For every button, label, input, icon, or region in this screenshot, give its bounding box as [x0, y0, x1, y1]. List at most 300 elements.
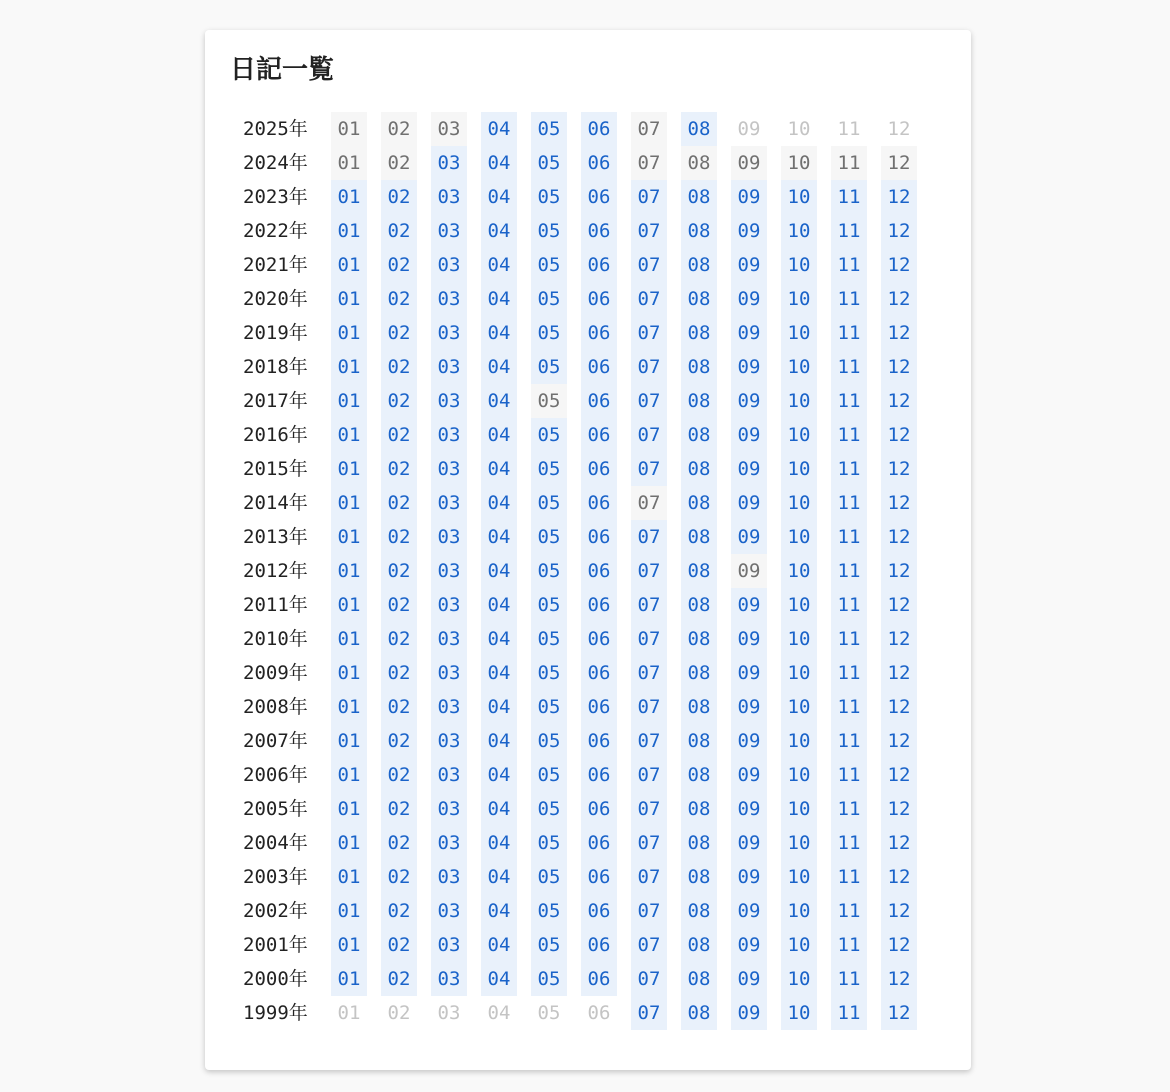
month-link[interactable]: 08 — [681, 826, 717, 860]
month-link[interactable]: 01 — [331, 520, 367, 554]
month-link[interactable]: 02 — [381, 384, 417, 418]
month-link[interactable]: 08 — [681, 690, 717, 724]
month-link[interactable]: 11 — [831, 928, 867, 962]
month-link[interactable]: 12 — [881, 214, 917, 248]
month-link[interactable]: 01 — [331, 180, 367, 214]
month-link[interactable]: 10 — [781, 486, 817, 520]
month-link[interactable]: 05 — [531, 656, 567, 690]
month-link[interactable]: 10 — [781, 690, 817, 724]
month-link[interactable]: 03 — [431, 826, 467, 860]
month-link[interactable]: 04 — [481, 146, 517, 180]
month-link[interactable]: 12 — [881, 350, 917, 384]
month-link[interactable]: 10 — [781, 928, 817, 962]
month-link[interactable]: 02 — [381, 826, 417, 860]
month-link[interactable]: 11 — [831, 656, 867, 690]
month-link[interactable]: 06 — [581, 656, 617, 690]
month-link[interactable]: 02 — [381, 860, 417, 894]
month-link[interactable]: 08 — [681, 928, 717, 962]
month-link[interactable]: 01 — [331, 962, 367, 996]
month-link[interactable]: 05 — [531, 758, 567, 792]
month-link[interactable]: 08 — [681, 520, 717, 554]
month-link[interactable]: 03 — [431, 214, 467, 248]
month-link[interactable]: 04 — [481, 282, 517, 316]
month-link[interactable]: 01 — [331, 486, 367, 520]
month-link[interactable]: 03 — [431, 792, 467, 826]
month-link[interactable]: 12 — [881, 452, 917, 486]
month-link[interactable]: 05 — [531, 486, 567, 520]
month-link[interactable]: 07 — [631, 350, 667, 384]
month-link[interactable]: 10 — [781, 622, 817, 656]
month-link[interactable]: 12 — [881, 180, 917, 214]
month-link[interactable]: 12 — [881, 724, 917, 758]
month-link[interactable]: 01 — [331, 384, 367, 418]
month-link[interactable]: 01 — [331, 554, 367, 588]
month-link[interactable]: 01 — [331, 656, 367, 690]
month-link[interactable]: 03 — [431, 724, 467, 758]
month-link[interactable]: 02 — [381, 622, 417, 656]
month-link[interactable]: 07 — [631, 316, 667, 350]
month-link[interactable]: 04 — [481, 826, 517, 860]
month-link[interactable]: 06 — [581, 384, 617, 418]
month-link[interactable]: 01 — [331, 248, 367, 282]
month-link[interactable]: 04 — [481, 214, 517, 248]
month-link[interactable]: 05 — [531, 452, 567, 486]
month-link[interactable]: 02 — [381, 792, 417, 826]
month-link[interactable]: 01 — [331, 894, 367, 928]
month-link[interactable]: 06 — [581, 418, 617, 452]
month-link[interactable]: 01 — [331, 690, 367, 724]
month-link[interactable]: 12 — [881, 860, 917, 894]
month-link[interactable]: 09 — [731, 622, 767, 656]
month-link[interactable]: 12 — [881, 928, 917, 962]
month-link[interactable]: 05 — [531, 962, 567, 996]
month-link[interactable]: 05 — [531, 792, 567, 826]
month-link[interactable]: 05 — [531, 690, 567, 724]
month-link[interactable]: 05 — [531, 724, 567, 758]
month-link[interactable]: 03 — [431, 622, 467, 656]
month-link[interactable]: 12 — [881, 248, 917, 282]
month-link[interactable]: 12 — [881, 384, 917, 418]
month-link[interactable]: 10 — [781, 962, 817, 996]
month-link[interactable]: 07 — [631, 826, 667, 860]
month-link[interactable]: 01 — [331, 588, 367, 622]
month-link[interactable]: 09 — [731, 214, 767, 248]
month-link[interactable]: 03 — [431, 894, 467, 928]
month-link[interactable]: 09 — [731, 962, 767, 996]
month-link[interactable]: 05 — [531, 248, 567, 282]
month-link[interactable]: 04 — [481, 758, 517, 792]
month-link[interactable]: 06 — [581, 112, 617, 146]
month-link[interactable]: 12 — [881, 588, 917, 622]
month-link[interactable]: 03 — [431, 384, 467, 418]
month-link[interactable]: 05 — [531, 826, 567, 860]
month-link[interactable]: 02 — [381, 758, 417, 792]
month-link[interactable]: 12 — [881, 962, 917, 996]
month-link[interactable]: 09 — [731, 996, 767, 1030]
month-link[interactable]: 07 — [631, 418, 667, 452]
month-link[interactable]: 03 — [431, 860, 467, 894]
month-link[interactable]: 04 — [481, 248, 517, 282]
month-link[interactable]: 04 — [481, 520, 517, 554]
month-link[interactable]: 06 — [581, 180, 617, 214]
month-link[interactable]: 12 — [881, 792, 917, 826]
month-link[interactable]: 08 — [681, 248, 717, 282]
month-link[interactable]: 11 — [831, 962, 867, 996]
month-link[interactable]: 02 — [381, 316, 417, 350]
month-link[interactable]: 07 — [631, 792, 667, 826]
month-link[interactable]: 02 — [381, 554, 417, 588]
month-link[interactable]: 06 — [581, 894, 617, 928]
month-link[interactable]: 11 — [831, 384, 867, 418]
month-link[interactable]: 01 — [331, 452, 367, 486]
month-link[interactable]: 05 — [531, 554, 567, 588]
month-link[interactable]: 09 — [731, 792, 767, 826]
month-link[interactable]: 11 — [831, 758, 867, 792]
month-link[interactable]: 03 — [431, 928, 467, 962]
month-link[interactable]: 04 — [481, 894, 517, 928]
month-link[interactable]: 06 — [581, 214, 617, 248]
month-link[interactable]: 04 — [481, 656, 517, 690]
month-link[interactable]: 06 — [581, 282, 617, 316]
month-link[interactable]: 08 — [681, 112, 717, 146]
month-link[interactable]: 07 — [631, 894, 667, 928]
month-link[interactable]: 03 — [431, 146, 467, 180]
month-link[interactable]: 03 — [431, 520, 467, 554]
month-link[interactable]: 11 — [831, 486, 867, 520]
month-link[interactable]: 01 — [331, 282, 367, 316]
month-link[interactable]: 06 — [581, 690, 617, 724]
month-link[interactable]: 10 — [781, 724, 817, 758]
month-link[interactable]: 12 — [881, 826, 917, 860]
month-link[interactable]: 08 — [681, 554, 717, 588]
month-link[interactable]: 02 — [381, 962, 417, 996]
month-link[interactable]: 02 — [381, 690, 417, 724]
month-link[interactable]: 02 — [381, 248, 417, 282]
month-link[interactable]: 07 — [631, 588, 667, 622]
month-link[interactable]: 01 — [331, 826, 367, 860]
month-link[interactable]: 06 — [581, 452, 617, 486]
month-link[interactable]: 09 — [731, 248, 767, 282]
month-link[interactable]: 05 — [531, 860, 567, 894]
month-link[interactable]: 08 — [681, 656, 717, 690]
month-link[interactable]: 12 — [881, 554, 917, 588]
month-link[interactable]: 10 — [781, 588, 817, 622]
month-link[interactable]: 11 — [831, 248, 867, 282]
month-link[interactable]: 09 — [731, 588, 767, 622]
month-link[interactable]: 08 — [681, 214, 717, 248]
month-link[interactable]: 09 — [731, 520, 767, 554]
month-link[interactable]: 04 — [481, 792, 517, 826]
month-link[interactable]: 01 — [331, 792, 367, 826]
month-link[interactable]: 02 — [381, 418, 417, 452]
month-link[interactable]: 12 — [881, 282, 917, 316]
month-link[interactable]: 08 — [681, 452, 717, 486]
month-link[interactable]: 11 — [831, 894, 867, 928]
month-link[interactable]: 04 — [481, 316, 517, 350]
month-link[interactable]: 09 — [731, 928, 767, 962]
month-link[interactable]: 11 — [831, 622, 867, 656]
month-link[interactable]: 11 — [831, 520, 867, 554]
month-link[interactable]: 09 — [731, 656, 767, 690]
month-link[interactable]: 07 — [631, 384, 667, 418]
month-link[interactable]: 10 — [781, 282, 817, 316]
month-link[interactable]: 02 — [381, 520, 417, 554]
year-label: 2018年 — [243, 356, 308, 378]
month-link[interactable]: 06 — [581, 316, 617, 350]
month-link[interactable]: 01 — [331, 214, 367, 248]
month-link[interactable]: 12 — [881, 316, 917, 350]
month-link[interactable]: 03 — [431, 656, 467, 690]
month-link[interactable]: 07 — [631, 214, 667, 248]
month-link[interactable]: 02 — [381, 214, 417, 248]
month-link[interactable]: 06 — [581, 724, 617, 758]
month-link[interactable]: 09 — [731, 282, 767, 316]
month-link[interactable]: 07 — [631, 180, 667, 214]
month-link[interactable]: 03 — [431, 554, 467, 588]
month-link[interactable]: 06 — [581, 486, 617, 520]
month-link[interactable]: 11 — [831, 690, 867, 724]
month-link[interactable]: 04 — [481, 350, 517, 384]
month-link[interactable]: 09 — [731, 758, 767, 792]
month-link[interactable]: 08 — [681, 962, 717, 996]
month-link[interactable]: 09 — [731, 690, 767, 724]
month-link[interactable]: 11 — [831, 826, 867, 860]
month-link[interactable]: 02 — [381, 928, 417, 962]
month-link[interactable]: 10 — [781, 520, 817, 554]
month-link[interactable]: 12 — [881, 622, 917, 656]
month-link[interactable]: 06 — [581, 792, 617, 826]
month-link[interactable]: 01 — [331, 350, 367, 384]
month-link[interactable]: 02 — [381, 350, 417, 384]
month-link[interactable]: 03 — [431, 962, 467, 996]
month-link[interactable]: 01 — [331, 928, 367, 962]
month-link[interactable]: 04 — [481, 180, 517, 214]
month-link[interactable]: 08 — [681, 316, 717, 350]
month-link[interactable]: 08 — [681, 418, 717, 452]
month-link[interactable]: 11 — [831, 180, 867, 214]
month-link[interactable]: 06 — [581, 520, 617, 554]
month-link[interactable]: 08 — [681, 724, 717, 758]
month-link[interactable]: 05 — [531, 112, 567, 146]
month-link[interactable]: 05 — [531, 316, 567, 350]
month-link[interactable]: 11 — [831, 452, 867, 486]
month-link[interactable]: 04 — [481, 690, 517, 724]
month-link[interactable]: 12 — [881, 520, 917, 554]
month-link[interactable]: 08 — [681, 996, 717, 1030]
month-link[interactable]: 08 — [681, 384, 717, 418]
month-link[interactable]: 11 — [831, 350, 867, 384]
month-link[interactable]: 10 — [781, 214, 817, 248]
month-link[interactable]: 08 — [681, 180, 717, 214]
month-link[interactable]: 05 — [531, 928, 567, 962]
month-link[interactable]: 03 — [431, 452, 467, 486]
month-link[interactable]: 03 — [431, 418, 467, 452]
month-link[interactable]: 08 — [681, 350, 717, 384]
month-link[interactable]: 11 — [831, 282, 867, 316]
month-link[interactable]: 09 — [731, 486, 767, 520]
month-link[interactable]: 02 — [381, 656, 417, 690]
month-link[interactable]: 07 — [631, 282, 667, 316]
month-link[interactable]: 03 — [431, 180, 467, 214]
month-link[interactable]: 12 — [881, 486, 917, 520]
month-link[interactable]: 04 — [481, 112, 517, 146]
month-link[interactable]: 05 — [531, 214, 567, 248]
month-link[interactable]: 12 — [881, 758, 917, 792]
month-link[interactable]: 12 — [881, 996, 917, 1030]
month-link[interactable]: 04 — [481, 486, 517, 520]
month-link[interactable]: 04 — [481, 622, 517, 656]
month-link[interactable]: 10 — [781, 894, 817, 928]
month-link[interactable]: 06 — [581, 928, 617, 962]
month-link[interactable]: 11 — [831, 996, 867, 1030]
month-link[interactable]: 02 — [381, 486, 417, 520]
month-link[interactable]: 09 — [731, 350, 767, 384]
month-link[interactable]: 05 — [531, 588, 567, 622]
month-link[interactable]: 03 — [431, 758, 467, 792]
month-link[interactable]: 08 — [681, 894, 717, 928]
month-link[interactable]: 01 — [331, 622, 367, 656]
month-link[interactable]: 11 — [831, 316, 867, 350]
month-link[interactable]: 04 — [481, 724, 517, 758]
month-link[interactable]: 03 — [431, 316, 467, 350]
month-link[interactable]: 06 — [581, 622, 617, 656]
month-link[interactable]: 02 — [381, 180, 417, 214]
month-link[interactable]: 05 — [531, 520, 567, 554]
month-link[interactable]: 07 — [631, 996, 667, 1030]
month-link[interactable]: 09 — [731, 826, 767, 860]
month-link[interactable]: 12 — [881, 656, 917, 690]
month-link[interactable]: 06 — [581, 350, 617, 384]
month-link[interactable]: 11 — [831, 214, 867, 248]
month-link[interactable]: 09 — [731, 894, 767, 928]
month-link[interactable]: 07 — [631, 860, 667, 894]
month-link[interactable]: 08 — [681, 758, 717, 792]
month-link[interactable]: 03 — [431, 282, 467, 316]
month-link[interactable]: 09 — [731, 452, 767, 486]
month-link[interactable]: 10 — [781, 316, 817, 350]
month-link[interactable]: 04 — [481, 860, 517, 894]
month-link[interactable]: 04 — [481, 452, 517, 486]
month-link[interactable]: 04 — [481, 418, 517, 452]
month-link[interactable]: 05 — [531, 350, 567, 384]
month-link[interactable]: 11 — [831, 792, 867, 826]
month-link[interactable]: 08 — [681, 860, 717, 894]
month-link[interactable]: 01 — [331, 316, 367, 350]
month-link[interactable]: 05 — [531, 180, 567, 214]
month-link[interactable]: 03 — [431, 248, 467, 282]
month-link[interactable]: 09 — [731, 180, 767, 214]
month-link[interactable]: 10 — [781, 452, 817, 486]
month-link[interactable]: 05 — [531, 622, 567, 656]
month-link[interactable]: 08 — [681, 588, 717, 622]
month-link[interactable]: 02 — [381, 724, 417, 758]
month-link[interactable]: 10 — [781, 860, 817, 894]
month-link[interactable]: 07 — [631, 452, 667, 486]
month-link[interactable]: 08 — [681, 282, 717, 316]
month-link[interactable]: 12 — [881, 690, 917, 724]
month-link[interactable]: 05 — [531, 894, 567, 928]
month-link[interactable]: 09 — [731, 418, 767, 452]
month-link[interactable]: 11 — [831, 588, 867, 622]
month-link[interactable]: 06 — [581, 962, 617, 996]
month-link[interactable]: 11 — [831, 554, 867, 588]
month-link[interactable]: 10 — [781, 180, 817, 214]
month-link[interactable]: 05 — [531, 282, 567, 316]
month-link[interactable]: 07 — [631, 690, 667, 724]
month-link[interactable]: 07 — [631, 248, 667, 282]
month-link[interactable]: 06 — [581, 146, 617, 180]
month-link[interactable]: 02 — [381, 452, 417, 486]
month-link[interactable]: 04 — [481, 928, 517, 962]
month-link[interactable]: 06 — [581, 826, 617, 860]
month-link[interactable]: 10 — [781, 248, 817, 282]
month-link[interactable]: 04 — [481, 588, 517, 622]
month-link[interactable]: 03 — [431, 690, 467, 724]
month-link[interactable]: 11 — [831, 724, 867, 758]
month-link[interactable]: 07 — [631, 520, 667, 554]
month-link[interactable]: 03 — [431, 486, 467, 520]
month-link[interactable]: 10 — [781, 656, 817, 690]
month-link[interactable]: 07 — [631, 554, 667, 588]
month-link[interactable]: 10 — [781, 792, 817, 826]
month-link[interactable]: 09 — [731, 724, 767, 758]
month-link[interactable]: 11 — [831, 418, 867, 452]
month-link[interactable]: 10 — [781, 554, 817, 588]
month-link[interactable]: 04 — [481, 384, 517, 418]
month-link[interactable]: 07 — [631, 724, 667, 758]
month-link[interactable]: 08 — [681, 792, 717, 826]
month-link[interactable]: 06 — [581, 248, 617, 282]
month-link[interactable]: 05 — [531, 146, 567, 180]
month-link[interactable]: 02 — [381, 588, 417, 622]
month-link[interactable]: 08 — [681, 622, 717, 656]
month-link[interactable]: 02 — [381, 894, 417, 928]
month-link[interactable]: 04 — [481, 554, 517, 588]
month-link[interactable]: 10 — [781, 418, 817, 452]
month-link[interactable]: 07 — [631, 622, 667, 656]
month-link[interactable]: 11 — [831, 860, 867, 894]
month-link[interactable]: 01 — [331, 758, 367, 792]
month-link[interactable]: 10 — [781, 350, 817, 384]
month-link[interactable]: 07 — [631, 758, 667, 792]
month-link[interactable]: 08 — [681, 486, 717, 520]
month-link[interactable]: 09 — [731, 860, 767, 894]
month-link[interactable]: 12 — [881, 418, 917, 452]
month-link[interactable]: 01 — [331, 418, 367, 452]
month-link[interactable]: 07 — [631, 962, 667, 996]
month-link[interactable]: 10 — [781, 826, 817, 860]
month-link[interactable]: 04 — [481, 962, 517, 996]
month-link[interactable]: 12 — [881, 894, 917, 928]
month-link[interactable]: 10 — [781, 384, 817, 418]
month-link[interactable]: 05 — [531, 418, 567, 452]
month-link[interactable]: 06 — [581, 860, 617, 894]
month-link[interactable]: 09 — [731, 384, 767, 418]
month-link[interactable]: 01 — [331, 860, 367, 894]
month-link[interactable]: 07 — [631, 656, 667, 690]
month-link[interactable]: 06 — [581, 758, 617, 792]
month-link[interactable]: 02 — [381, 282, 417, 316]
month-link[interactable]: 03 — [431, 350, 467, 384]
month-link[interactable]: 06 — [581, 588, 617, 622]
month-link[interactable]: 07 — [631, 928, 667, 962]
month-link[interactable]: 06 — [581, 554, 617, 588]
month-link[interactable]: 03 — [431, 588, 467, 622]
month-link[interactable]: 10 — [781, 996, 817, 1030]
month-link[interactable]: 01 — [331, 724, 367, 758]
month-link[interactable]: 10 — [781, 758, 817, 792]
month-link[interactable]: 09 — [731, 316, 767, 350]
